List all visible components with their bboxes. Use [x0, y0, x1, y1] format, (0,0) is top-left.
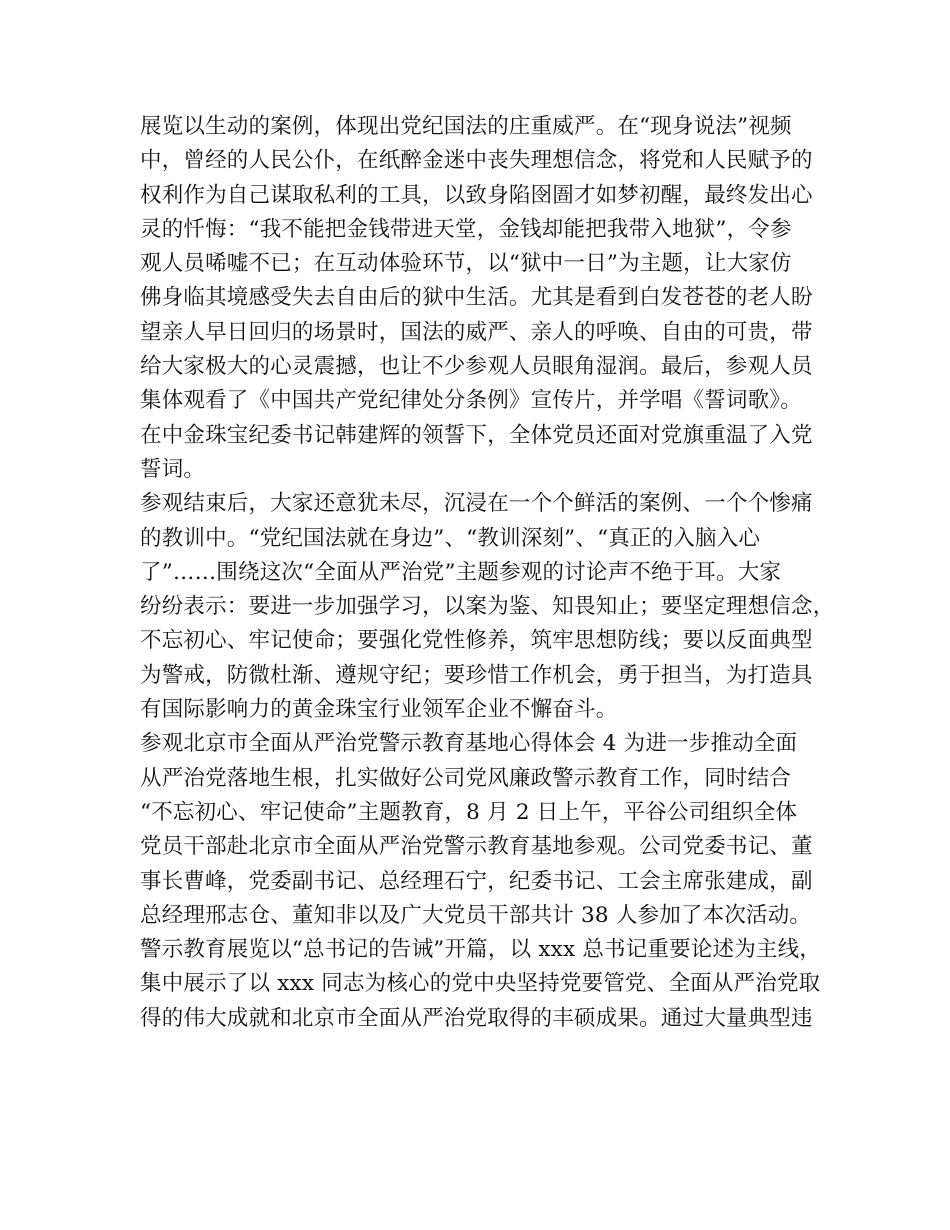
text-line: 警示教育展览以“总书记的告诫”开篇，以 xxx 总书记重要论述为主线， [140, 937, 822, 963]
text-line: 集中展示了以 xxx 同志为核心的党中央坚持党要管党、全面从严治党取 [140, 971, 821, 997]
text-line: 得的伟大成就和北京市全面从严治党取得的丰硕成果。通过大量典型违 [140, 1005, 813, 1031]
text-line: 参观结束后，大家还意犹未尽，沉浸在一个个鲜活的案例、一个个惨痛 [140, 491, 813, 517]
text-line: 望亲人早日回归的场景时，国法的威严、亲人的呼唤、自由的可贵，带 [140, 319, 813, 345]
text-line: 有国际影响力的黄金珠宝行业领军企业不懈奋斗。 [140, 697, 618, 723]
text-line: 参观北京市全面从严治党警示教育基地心得体会 4 为进一步推动全面 [140, 731, 798, 757]
text-line: 了”……围绕这次“全面从严治党”主题参观的讨论声不绝于耳。大家 [140, 559, 782, 585]
text-line: 为警戒，防微杜渐、遵规守纪；要珍惜工作机会，勇于担当，为打造具 [140, 662, 813, 688]
text-line: 总经理邢志仓、董知非以及广大党员干部共计 38 人参加了本次活动。 [140, 902, 812, 928]
text-line: 给大家极大的心灵震撼，也让不少参观人员眼角湿润。最后，参观人员 [140, 354, 813, 380]
text-line: 事长曹峰，党委副书记、总经理石宁，纪委书记、工会主席张建成，副 [140, 868, 813, 894]
text-line: 权利作为自己谋取私利的工具，以致身陷囹圄才如梦初醒，最终发出心 [140, 182, 813, 208]
text-line: 观人员唏嘘不已；在互动体验环节，以“狱中一日”为主题，让大家仿 [140, 251, 792, 277]
text-line: 党员干部赴北京市全面从严治党警示教育基地参观。公司党委书记、董 [140, 834, 813, 860]
text-line: 从严治党落地生根，扎实做好公司党风廉政警示教育工作，同时结合 [140, 765, 792, 791]
text-line: 纷纷表示：要进一步加强学习，以案为鉴、知畏知止；要坚定理想信念， [140, 594, 835, 620]
text-line: 在中金珠宝纪委书记韩建辉的领誓下，全体党员还面对党旗重温了入党 [140, 422, 813, 448]
text-line: 佛身临其境感受失去自由后的狱中生活。尤其是看到白发苍苍的老人盼 [140, 285, 813, 311]
text-line: 的教训中。“党纪国法就在身边”、“教训深刻”、“真正的入脑入心 [140, 525, 761, 551]
text-line: 誓词。 [140, 456, 206, 482]
text-line: 展览以生动的案例，体现出党纪国法的庄重威严。在“现身说法”视频 [140, 114, 792, 139]
text-line: 不忘初心、牢记使命；要强化党性修养，筑牢思想防线；要以反面典型 [140, 628, 813, 654]
text-line: 集体观看了《中国共产党纪律处分条例》宣传片，并学唱《誓词歌》。 [140, 388, 802, 414]
text-line: 灵的忏悔：“我不能把金钱带进天堂，金钱却能把我带入地狱”，令参 [140, 216, 792, 242]
text-line: 中，曾经的人民公仆，在纸醉金迷中丧失理想信念，将党和人民赋予的 [140, 148, 813, 174]
text-line: “不忘初心、牢记使命”主题教育，8 月 2 日上午，平谷公司组织全体 [140, 799, 798, 825]
document-body [140, 110, 835, 1036]
